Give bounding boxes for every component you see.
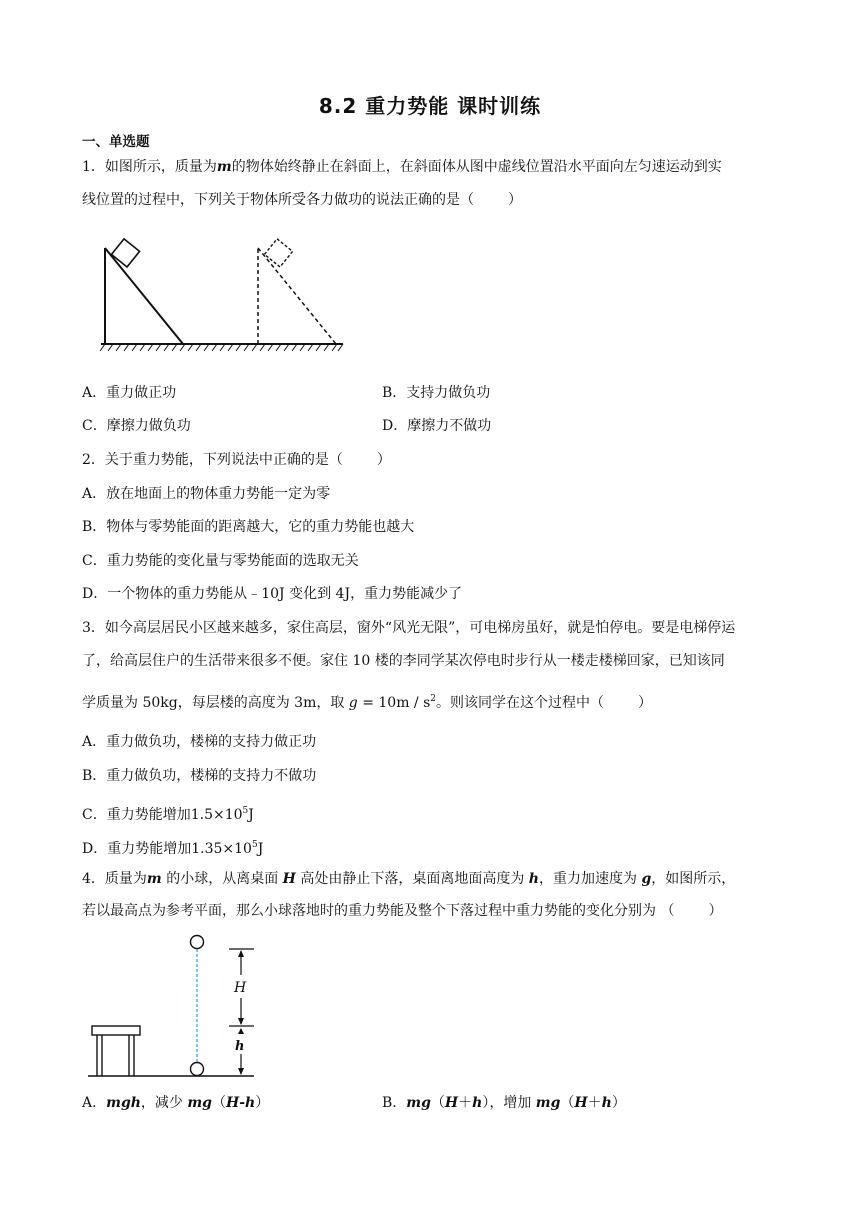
q4-falling-ball-figure [84,930,264,1080]
q4-opt-var: mg [535,1095,561,1111]
q1-paren: ） [508,192,522,208]
q1-option-c[interactable]: C．摩擦力做负功 [82,418,191,434]
q3-option-c[interactable] [82,802,254,824]
q4-label-H: H [234,980,247,996]
q3-formula-exp: 2 [430,694,437,704]
q4-opt-text: A． [82,1095,107,1111]
q1-text: 的物体始终静止在斜面上，在斜面体从图中虚线位置沿水平面向左匀速运动到实 [231,159,722,175]
q1-solid-block [111,239,139,267]
q4-table [92,1026,140,1076]
q4-paren: ） [708,903,723,919]
q4-opt-text: ） [611,1095,626,1111]
q3-option-c-label: C．重力势能增加 [82,807,191,823]
q4-opt-text: B． [382,1095,407,1111]
q2-stem [82,451,391,469]
q3-option-d-exp: 5 [251,840,258,850]
q1-option-b[interactable]: B．支持力做负功 [382,385,491,401]
q4-var-m: m [146,871,162,887]
q4-text: 高处由静止下落，桌面离地面高度为 [295,871,529,887]
q4-opt-text: （ [211,1095,226,1111]
q4-opt-var: H [574,1095,588,1111]
q1-ground-hatch [100,344,343,351]
q3-option-d[interactable] [82,836,263,858]
q3-option-d-value: 1.35×10 [191,841,252,857]
q4-var-h: h [528,871,539,887]
q2-option-a[interactable]: A．放在地面上的物体重力势能一定为零 [82,486,331,502]
q2-option-c[interactable]: C．重力势能的变化量与零势能面的选取无关 [82,553,359,569]
q3-option-d-label: D．重力势能增加 [82,841,192,857]
q2-paren: ） [376,452,391,468]
q4-var-g: g [641,871,652,887]
q4-ball-top [191,936,204,949]
q3-var-g: g [348,695,358,711]
q4-stem-line1 [82,870,735,888]
q3-stem-line3 [82,690,652,712]
q1-stem-line1 [82,158,722,176]
q3-stem-line2: 了，给高层住户的生活带来很多不便。家住 10 楼的李同学某次停电时步行从一楼走楼梯回家，已知该同 [82,653,725,669]
q1-dashed-block [264,239,292,267]
q3-text: 。则该同学在这个过程中（ [436,695,605,711]
page-title: 8.2 重力势能 课时训练 [318,94,542,118]
q1-option-d[interactable]: D．摩擦力不做功 [382,418,492,434]
q3-text: 学质量为 50kg，每层楼的高度为 3m，取 [82,695,345,711]
q3-option-c-exp: 5 [242,806,249,816]
section-heading: 一、单选题 [82,134,150,150]
q3-option-c-value: 1.5×10 [190,807,243,823]
q3-option-c-unit: J [248,807,254,823]
q4-opt-var: mgh [106,1095,141,1111]
q4-text: 若以最高点为参考平面，那么小球落地时的重力势能及整个下落过程中重力势能的变化分别为 （ [82,903,675,919]
q4-opt-text: ＋ [458,1095,473,1111]
q4-text: 的小球，从离桌面 [161,871,283,887]
q4-option-a[interactable] [82,1094,269,1112]
q4-option-b[interactable] [382,1094,626,1112]
q4-label-h: h [235,1039,245,1054]
q1-dashed-incline [258,248,336,344]
q3-option-a[interactable]: A．重力做负功，楼梯的支持力做正功 [82,734,317,750]
q1-solid-incline [105,248,183,344]
q4-opt-text: ，减少 [140,1095,188,1111]
q4-opt-text: ） [255,1095,270,1111]
q4-opt-text: ＋ [587,1095,602,1111]
q4-opt-var: h [601,1095,612,1111]
q4-var-H: H [282,871,296,887]
q4-text: ，如图所示， [651,871,736,887]
q4-stem-line2 [82,902,722,920]
q1-stem-line2 [82,191,522,209]
q3-formula [349,695,436,711]
q1-incline-figure [95,238,350,358]
q1-text: 1．如图所示，质量为 [82,159,217,175]
q2-option-b[interactable]: B．物体与零势能面的距离越大，它的重力势能也越大 [82,519,415,535]
q1-var-m: m [216,159,232,175]
q3-formula-rest: = 10m / s [357,695,431,711]
q3-paren: ） [638,695,653,711]
q4-ball-bottom [191,1063,204,1076]
q4-opt-text: （ [560,1095,575,1111]
q4-opt-var: mg [187,1095,212,1111]
q3-option-b[interactable]: B．重力做负功，楼梯的支持力不做功 [82,768,317,784]
q4-opt-text: ），增加 [482,1095,536,1111]
q4-dimension-lines [229,949,254,1074]
q4-text: ，重力加速度为 [538,871,642,887]
q1-option-a[interactable]: A．重力做正功 [82,385,177,401]
q3-stem-line1: 3．如今高层居民小区越来越多，家住高层，窗外“风光无限”，可电梯房虽好，就是怕停电。要是电梯停运 [82,620,736,636]
q3-option-d-unit: J [257,841,264,857]
q4-opt-var: H-h [225,1095,256,1111]
q4-opt-text: （ [430,1095,445,1111]
q1-text: 线位置的过程中，下列关于物体所受各力做功的说法正确的是（ [82,192,474,208]
q2-text: 2．关于重力势能，下列说法中正确的是（ [82,452,343,468]
q4-opt-var: h [472,1095,483,1111]
q4-opt-var: mg [406,1095,431,1111]
q4-text: 4．质量为 [82,871,147,887]
q2-option-d[interactable]: D．一个物体的重力势能从﹣10J 变化到 4J，重力势能减少了 [82,586,463,602]
q4-opt-var: H [444,1095,459,1111]
